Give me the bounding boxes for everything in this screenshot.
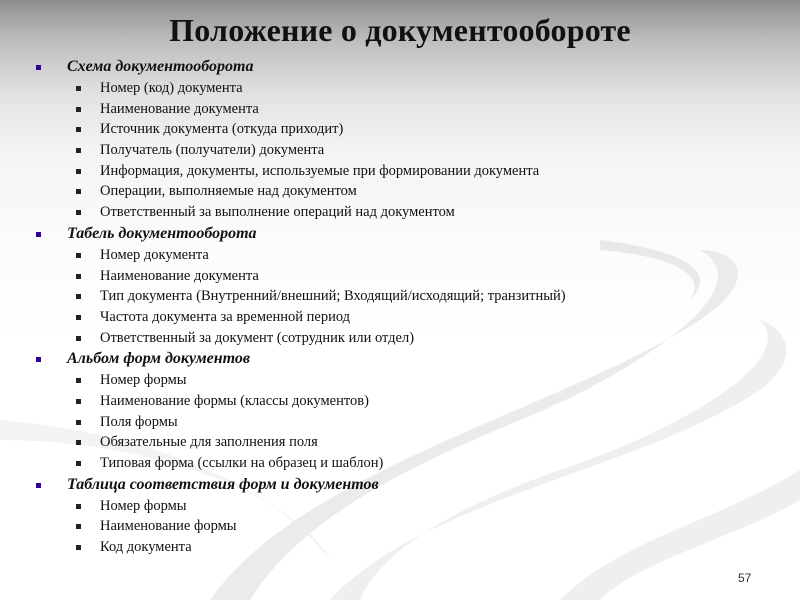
list-item (34, 78, 774, 99)
list-item (34, 286, 774, 307)
list-item-text: Наименование документа (100, 267, 259, 284)
small-square-bullet-icon (76, 86, 81, 91)
section-schema (34, 56, 774, 223)
small-square-bullet-icon (76, 399, 81, 404)
list-item-text: Номер (код) документа (100, 80, 243, 96)
list-item (34, 202, 774, 223)
small-square-bullet-icon (76, 545, 81, 550)
small-square-bullet-icon (76, 107, 81, 112)
list-item (34, 181, 774, 202)
list-item-text: Ответственный за выполнение операций над документом (100, 204, 455, 221)
section-heading-text: Табель документооборота (67, 224, 257, 242)
section-heading-text: Таблица соответствия форм и документов (67, 475, 379, 493)
small-square-bullet-icon (76, 189, 81, 194)
list-item-text: Получатель (получатели) документа (100, 142, 325, 159)
list-item (34, 391, 774, 412)
section-heading-text: Альбом форм документов (67, 350, 251, 368)
list-item (34, 370, 774, 391)
small-square-bullet-icon (76, 315, 81, 320)
list-item (34, 140, 774, 161)
small-square-bullet-icon (76, 127, 81, 132)
list-item (34, 266, 774, 287)
list-item (34, 245, 774, 266)
list-item-text: Типовая форма (ссылки на образец и шаблон) (100, 455, 384, 471)
small-square-bullet-icon (76, 461, 81, 466)
small-square-bullet-icon (76, 336, 81, 341)
square-bullet-icon (36, 483, 41, 488)
list-item (34, 161, 774, 182)
list-item-text: Ответственный за документ (сотрудник или отдел) (100, 329, 415, 346)
list-item (34, 516, 774, 537)
list-item (34, 453, 774, 474)
list-item-text: Номер документа (100, 246, 209, 263)
small-square-bullet-icon (76, 148, 81, 153)
section-heading (34, 56, 774, 78)
list-item-text: Номер формы (100, 497, 187, 514)
section-mapping-table (34, 474, 774, 558)
list-item-text: Поля формы (100, 413, 178, 430)
section-heading (34, 348, 774, 370)
list-item-text: Частота документа за временной период (100, 308, 351, 325)
list-item-text: Источник документа (откуда приходит) (100, 121, 344, 138)
list-item-text: Информация, документы, используемые при формировании документа (100, 162, 540, 179)
small-square-bullet-icon (76, 420, 81, 425)
list-item-text: Наименование формы (100, 518, 237, 535)
small-square-bullet-icon (76, 504, 81, 509)
list-item-text: Обязательные для заполнения поля (100, 434, 318, 451)
list-item-text: Тип документа (Внутренний/внешний; Входящий/исходящий; транзитный) (100, 288, 566, 305)
small-square-bullet-icon (76, 210, 81, 215)
small-square-bullet-icon (76, 274, 81, 279)
square-bullet-icon (36, 65, 41, 70)
list-item (34, 307, 774, 328)
list-item-text: Операции, выполняемые над документом (100, 183, 357, 200)
list-item (34, 537, 774, 558)
list-item (34, 328, 774, 349)
section-album (34, 348, 774, 473)
section-tabel (34, 223, 774, 348)
outline-list (34, 56, 774, 558)
section-heading (34, 223, 774, 245)
page-number: 57 (738, 571, 752, 585)
list-item (34, 119, 774, 140)
list-item-text: Наименование формы (классы документов) (100, 392, 369, 409)
section-heading (34, 474, 774, 496)
slide-title: Положение о документообороте (169, 12, 631, 48)
list-item (34, 496, 774, 517)
small-square-bullet-icon (76, 440, 81, 445)
small-square-bullet-icon (76, 378, 81, 383)
list-item (34, 99, 774, 120)
small-square-bullet-icon (76, 253, 81, 258)
list-item (34, 432, 774, 453)
square-bullet-icon (36, 357, 41, 362)
list-item-text: Наименование документа (100, 100, 259, 117)
small-square-bullet-icon (76, 524, 81, 529)
section-heading-text: Схема документооборота (67, 58, 254, 75)
square-bullet-icon (36, 232, 41, 237)
list-item-text: Номер формы (100, 372, 187, 389)
small-square-bullet-icon (76, 294, 81, 299)
list-item (34, 412, 774, 433)
small-square-bullet-icon (76, 169, 81, 174)
list-item-text: Код документа (100, 539, 192, 556)
